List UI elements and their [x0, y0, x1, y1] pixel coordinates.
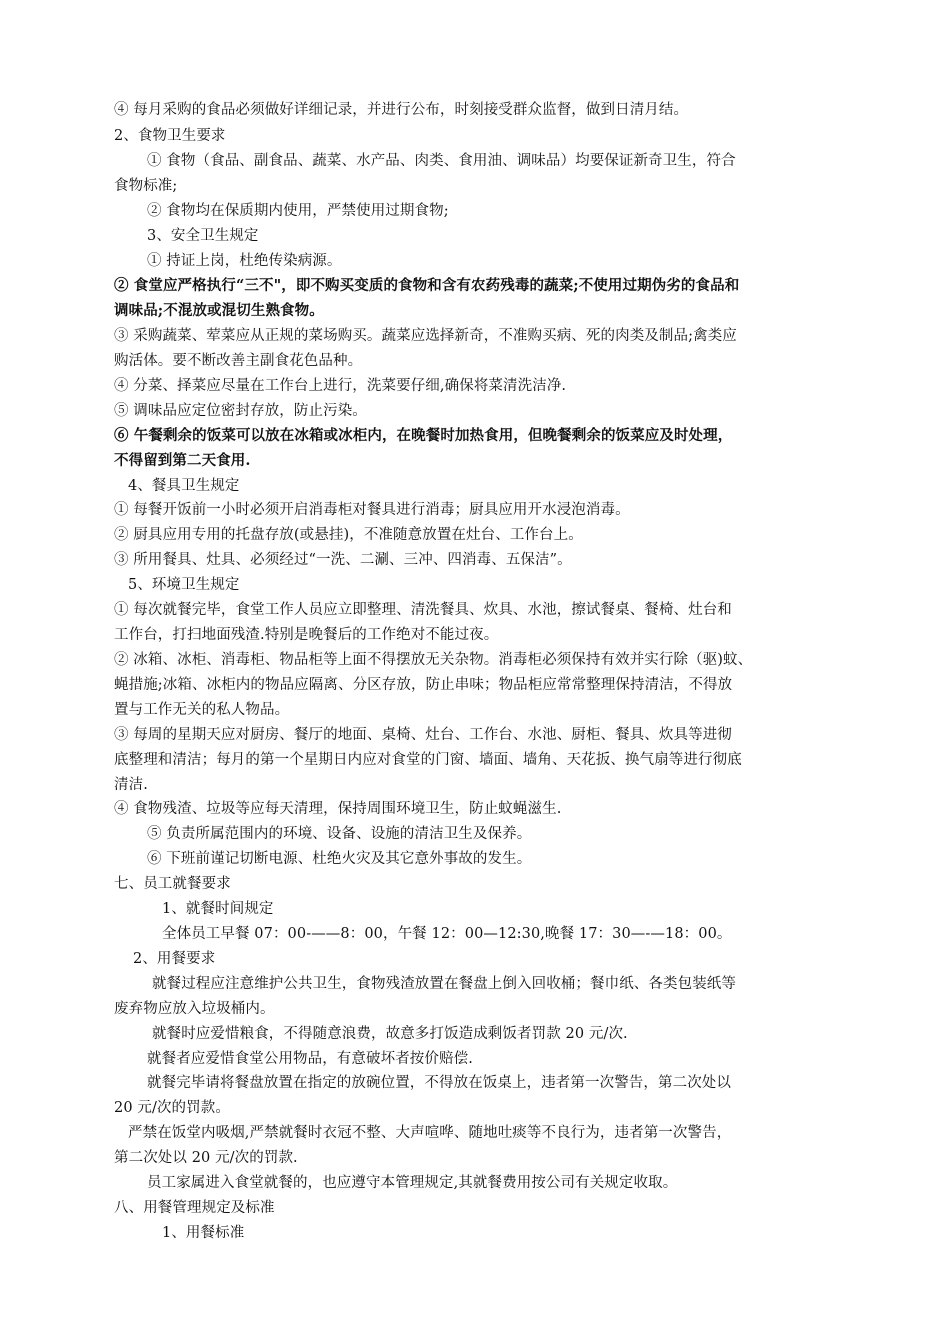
- text-line: ② 食物均在保质期内使用，严禁使用过期食物;: [147, 203, 449, 219]
- text-line: 就餐者应爱惜食堂公用物品，有意破坏者按价赔偿.: [147, 1051, 473, 1067]
- text-line: ④ 分菜、择菜应尽量在工作台上进行，洗菜要仔细,确保将菜清洗洁净.: [114, 378, 567, 394]
- text-line: ③ 每周的星期天应对厨房、餐厅的地面、桌椅、灶台、工作台、水池、厨柜、餐具、炊具等进彻: [114, 727, 732, 743]
- chapter-heading: 七、员工就餐要求: [114, 876, 231, 892]
- text-line: 置与工作无关的私人物品。: [114, 702, 290, 718]
- text-line: ⑥ 下班前谨记切断电源、杜绝火灾及其它意外事故的发生。: [147, 851, 532, 867]
- text-line: ① 持证上岗，杜绝传染病源。: [147, 253, 342, 269]
- text-line: 食物标准;: [114, 178, 178, 194]
- text-line: ④ 食物残渣、垃圾等应每天清理，保持周围环境卫生，防止蚊蝇滋生.: [114, 801, 562, 817]
- text-line: ⑤ 负责所属范围内的环境、设备、设施的清洁卫生及保养。: [147, 826, 532, 842]
- section-heading: 2、食物卫生要求: [114, 128, 226, 144]
- text-line-bold: 不得留到第二天食用.: [114, 452, 251, 469]
- text-line: 购活体。要不断改善主副食花色品种。: [114, 353, 363, 369]
- text-line: ④ 每月采购的食品必须做好详细记录，并进行公布，时刻接受群众监督，做到日清月结。: [114, 102, 689, 118]
- text-line: 全体员工早餐 07：00-——8：00，午餐 12：00—12:30,晚餐 17：30—-—18：00。: [162, 926, 732, 942]
- text-line: 清洁.: [114, 777, 148, 793]
- text-line: 就餐完毕请将餐盘放置在指定的放碗位置，不得放在饭桌上，违者第一次警告，第二次处以: [147, 1075, 731, 1091]
- text-line: ③ 所用餐具、灶具、必须经过“一洗、二涮、三冲、四消毒、五保洁”。: [114, 552, 572, 568]
- text-line: 废弃物应放入垃圾桶内。: [114, 1001, 275, 1017]
- section-heading: 1、用餐标准: [162, 1225, 245, 1241]
- text-line-bold: 调味品;不混放或混切生熟食物。: [114, 302, 324, 319]
- text-line: ② 冰箱、冰柜、消毒柜、物品柜等上面不得摆放无关杂物。消毒柜必须保持有效并实行除（驱)蚊、: [114, 652, 753, 668]
- text-line: ⑤ 调味品应定位密封存放，防止污染。: [114, 403, 367, 419]
- text-line: 工作台，打扫地面残渣.特别是晚餐后的工作绝对不能过夜。: [114, 627, 499, 643]
- text-line-bold: ② 食堂应严格执行“三不"，即不购买变质的食物和含有农药残毒的蔬菜;不使用过期伪劣的食品和: [114, 277, 740, 294]
- section-heading: 4、餐具卫生规定: [128, 478, 240, 494]
- chapter-heading: 八、用餐管理规定及标准: [114, 1200, 275, 1216]
- text-line: 第二次处以 20 元/次的罚款.: [114, 1150, 298, 1166]
- section-heading: 3、安全卫生规定: [147, 228, 259, 244]
- text-line: 底整理和清洁；每月的第一个星期日内应对食堂的门窗、墙面、墙角、天花扳、换气扇等进行彻底: [114, 752, 742, 768]
- text-line: 20 元/次的罚款。: [114, 1100, 230, 1116]
- section-heading: 2、用餐要求: [133, 951, 216, 967]
- text-line: 就餐时应爱惜粮食，不得随意浪费，故意多打饭造成剩饭者罚款 20 元/次.: [152, 1026, 628, 1042]
- text-line: 就餐过程应注意维护公共卫生，食物残渣放置在餐盘上倒入回收桶；餐巾纸、各类包装纸等: [152, 976, 736, 992]
- text-line-bold: ⑥ 午餐剩余的饭菜可以放在冰箱或冰柜内，在晚餐时加热食用，但晚餐剩余的饭菜应及时处理，: [114, 427, 733, 444]
- section-heading: 1、就餐时间规定: [162, 901, 274, 917]
- text-line: 严禁在饭堂内吸烟,严禁就餐时衣冠不整、大声喧哗、随地吐痰等不良行为，违者第一次警告，: [128, 1125, 732, 1141]
- text-line: 员工家属进入食堂就餐的，也应遵守本管理规定,其就餐费用按公司有关规定收取。: [147, 1175, 678, 1191]
- section-heading: 5、环境卫生规定: [128, 577, 240, 593]
- text-line: ① 每次就餐完毕，食堂工作人员应立即整理、清洗餐具、炊具、水池，擦试餐桌、餐椅、灶台和: [114, 602, 732, 618]
- text-line: ② 厨具应用专用的托盘存放(或悬挂)，不准随意放置在灶台、工作台上。: [114, 527, 583, 543]
- text-line: ① 食物（食品、副食品、蔬菜、水产品、肉类、食用油、调味品）均要保证新奇卫生，符合: [147, 153, 736, 169]
- text-line: ① 每餐开饭前一小时必须开启消毒柜对餐具进行消毒；厨具应用开水浸泡消毒。: [114, 502, 630, 518]
- text-line: ③ 采购蔬菜、荤菜应从正规的菜场购买。蔬菜应选择新奇，不准购买病、死的肉类及制品;禽类应: [114, 328, 737, 344]
- text-line: 蝇措施;冰箱、冰柜内的物品应隔离、分区存放，防止串味；物品柜应常常整理保持清洁，不得放: [114, 677, 733, 693]
